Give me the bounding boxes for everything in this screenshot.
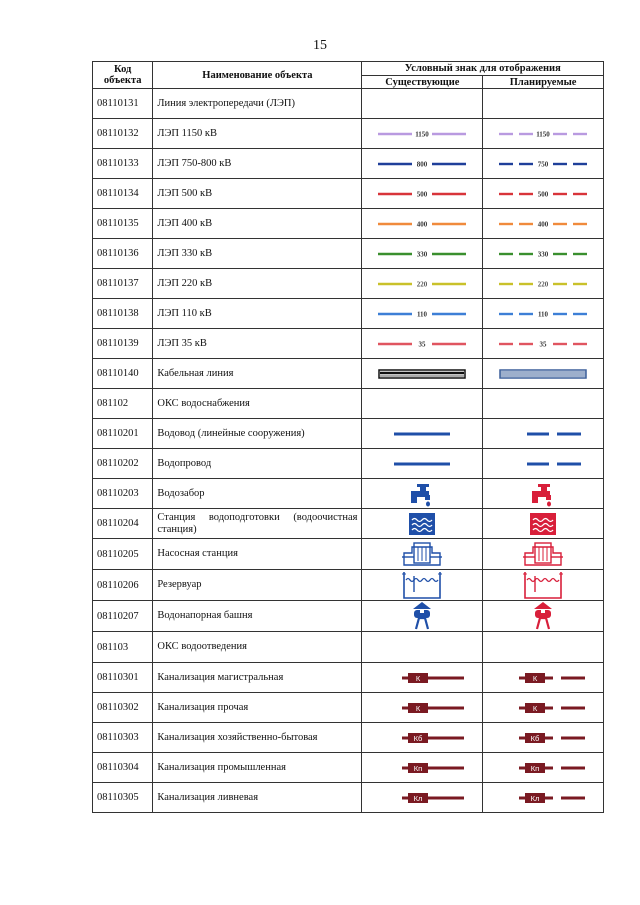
line-voltage-label: 1150 <box>536 130 550 138</box>
sewer-line-icon <box>372 700 472 716</box>
power-line-icon <box>372 335 472 353</box>
line-voltage-label: 110 <box>538 310 549 318</box>
sewer-label: К <box>532 673 538 683</box>
symbol-existing <box>362 753 483 783</box>
object-name: Канализация хозяйственно-бытовая <box>153 723 362 753</box>
symbol-existing <box>362 601 483 632</box>
page-number: 15 <box>313 38 327 53</box>
header-code: Код объекта <box>93 62 153 89</box>
line-voltage-label: 110 <box>417 310 428 318</box>
symbol-existing <box>362 179 483 209</box>
line-voltage-label: 500 <box>417 190 428 198</box>
object-code: 08110302 <box>93 693 153 723</box>
symbol-existing <box>362 632 483 663</box>
symbol-existing <box>362 359 483 389</box>
pump-station-icon <box>400 541 444 567</box>
object-code: 08110207 <box>93 601 153 632</box>
symbol-existing <box>362 479 483 509</box>
symbol-existing <box>362 209 483 239</box>
object-name: ОКС водоотведения <box>153 632 362 663</box>
sewer-line-icon <box>493 790 593 806</box>
object-code: 08110135 <box>93 209 153 239</box>
water-pipe-icon <box>372 425 472 443</box>
line-voltage-label: 220 <box>537 280 549 288</box>
symbol-existing <box>362 329 483 359</box>
object-code: 08110206 <box>93 570 153 601</box>
object-code: 08110305 <box>93 783 153 813</box>
object-code: 08110205 <box>93 539 153 570</box>
table-row <box>93 329 604 359</box>
table-row <box>93 419 604 449</box>
symbol-planned <box>483 632 604 663</box>
line-voltage-label: 800 <box>417 160 428 168</box>
sewer-line-icon <box>493 730 593 746</box>
object-name: ЛЭП 110 кВ <box>153 299 362 329</box>
symbol-planned <box>483 570 604 601</box>
object-name: ЛЭП 1150 кВ <box>153 119 362 149</box>
sewer-label: Кп <box>414 763 423 773</box>
symbol-planned <box>483 239 604 269</box>
object-name: Кабельная линия <box>153 359 362 389</box>
table-row <box>93 239 604 269</box>
power-line-icon <box>493 155 593 173</box>
object-code: 081102 <box>93 389 153 419</box>
table-row <box>93 209 604 239</box>
object-code: 081103 <box>93 632 153 663</box>
water-pipe-icon <box>493 425 593 443</box>
water-pipe-icon <box>493 455 593 473</box>
symbol-planned <box>483 449 604 479</box>
line-voltage-label: 400 <box>537 220 549 228</box>
line-voltage-label: 500 <box>537 190 549 198</box>
object-name: Линия электропередачи (ЛЭП) <box>153 89 362 119</box>
object-name: Резервуар <box>153 570 362 601</box>
water-treatment-icon <box>528 511 558 537</box>
object-name: ЛЭП 220 кВ <box>153 269 362 299</box>
symbol-planned <box>483 783 604 813</box>
symbol-planned <box>483 723 604 753</box>
power-line-icon <box>372 305 472 323</box>
water-tap-icon <box>528 481 558 507</box>
header-symbol-group: Условный знак для отображения <box>362 62 604 76</box>
header-name: Наименование объекта <box>153 62 362 89</box>
table-row <box>93 539 604 570</box>
symbol-planned <box>483 179 604 209</box>
table-row <box>93 723 604 753</box>
object-name: ЛЭП 400 кВ <box>153 209 362 239</box>
table-row <box>93 359 604 389</box>
symbol-existing <box>362 239 483 269</box>
symbol-planned <box>483 209 604 239</box>
table-row <box>93 299 604 329</box>
sewer-label: Кл <box>530 793 540 803</box>
sewer-label: К <box>416 703 421 713</box>
line-voltage-label: 400 <box>417 220 428 228</box>
table-row <box>93 632 604 663</box>
sewer-label: Кб <box>530 733 540 743</box>
power-line-icon <box>372 125 472 143</box>
object-code: 08110137 <box>93 269 153 299</box>
symbol-existing <box>362 419 483 449</box>
water-tower-icon <box>407 601 437 631</box>
symbol-existing <box>362 783 483 813</box>
table-row <box>93 449 604 479</box>
table-row <box>93 179 604 209</box>
water-pipe-icon <box>372 455 472 473</box>
symbol-planned <box>483 299 604 329</box>
table-row <box>93 693 604 723</box>
symbol-planned <box>483 419 604 449</box>
symbol-planned <box>483 539 604 570</box>
table-row <box>93 89 604 119</box>
sewer-line-icon <box>372 760 472 776</box>
sewer-label: К <box>532 703 538 713</box>
symbol-existing <box>362 539 483 570</box>
symbol-planned <box>483 359 604 389</box>
line-voltage-label: 330 <box>537 250 549 258</box>
object-code: 08110301 <box>93 663 153 693</box>
symbol-planned <box>483 329 604 359</box>
symbol-existing <box>362 149 483 179</box>
object-code: 08110131 <box>93 89 153 119</box>
symbol-existing <box>362 269 483 299</box>
symbol-planned <box>483 509 604 539</box>
object-code: 08110132 <box>93 119 153 149</box>
line-voltage-label: 35 <box>539 340 547 348</box>
sewer-line-icon <box>493 670 593 686</box>
cable-line-icon <box>372 365 472 383</box>
symbol-planned <box>483 601 604 632</box>
power-line-icon <box>372 215 472 233</box>
symbol-existing <box>362 570 483 601</box>
symbol-existing <box>362 509 483 539</box>
power-line-icon <box>372 185 472 203</box>
object-name: ЛЭП 500 кВ <box>153 179 362 209</box>
symbol-existing <box>362 693 483 723</box>
table-row <box>93 149 604 179</box>
object-code: 08110133 <box>93 149 153 179</box>
object-name: Канализация промышленная <box>153 753 362 783</box>
object-name: ЛЭП 750-800 кВ <box>153 149 362 179</box>
object-name: Водопровод <box>153 449 362 479</box>
water-tap-icon <box>407 481 437 507</box>
symbol-planned <box>483 89 604 119</box>
symbol-planned <box>483 149 604 179</box>
table-row <box>93 753 604 783</box>
water-tower-icon <box>528 601 558 631</box>
line-voltage-label: 1150 <box>415 130 430 138</box>
sewer-line-icon <box>372 790 472 806</box>
object-name: Водозабор <box>153 479 362 509</box>
power-line-icon <box>493 215 593 233</box>
pump-station-icon <box>521 541 565 567</box>
object-code: 08110139 <box>93 329 153 359</box>
object-code: 08110203 <box>93 479 153 509</box>
symbol-existing <box>362 119 483 149</box>
line-voltage-label: 330 <box>417 250 428 258</box>
symbol-planned <box>483 663 604 693</box>
symbol-existing <box>362 89 483 119</box>
power-line-icon <box>372 155 472 173</box>
object-code: 08110201 <box>93 419 153 449</box>
sewer-line-icon <box>372 670 472 686</box>
object-code: 08110136 <box>93 239 153 269</box>
line-voltage-label: 750 <box>537 160 549 168</box>
water-treatment-icon <box>407 511 437 537</box>
power-line-icon <box>493 245 593 263</box>
line-voltage-label: 220 <box>417 280 428 288</box>
power-line-icon <box>493 125 593 143</box>
object-code: 08110303 <box>93 723 153 753</box>
table-row <box>93 601 604 632</box>
symbol-planned <box>483 693 604 723</box>
symbol-existing <box>362 723 483 753</box>
reservoir-icon <box>521 570 565 600</box>
power-line-icon <box>372 245 472 263</box>
symbol-existing <box>362 389 483 419</box>
legend-table <box>92 61 604 813</box>
table-row <box>93 783 604 813</box>
sewer-line-icon <box>493 760 593 776</box>
object-code: 08110304 <box>93 753 153 783</box>
object-name: ЛЭП 330 кВ <box>153 239 362 269</box>
line-voltage-label: 35 <box>418 340 426 348</box>
object-code: 08110138 <box>93 299 153 329</box>
power-line-icon <box>372 275 472 293</box>
table-row <box>93 509 604 539</box>
table-row <box>93 479 604 509</box>
object-name: Водовод (линейные сооружения) <box>153 419 362 449</box>
object-name: Канализация магистральная <box>153 663 362 693</box>
object-name: Станция водоподготовки (водоочистная станция) <box>153 509 362 539</box>
symbol-planned <box>483 753 604 783</box>
sewer-line-icon <box>372 730 472 746</box>
power-line-icon <box>493 275 593 293</box>
symbol-planned <box>483 269 604 299</box>
power-line-icon <box>493 185 593 203</box>
object-name: Канализация ливневая <box>153 783 362 813</box>
symbol-planned <box>483 389 604 419</box>
object-code: 08110134 <box>93 179 153 209</box>
sewer-line-icon <box>493 700 593 716</box>
symbol-existing <box>362 449 483 479</box>
sewer-label: К <box>416 673 421 683</box>
object-name: Канализация прочая <box>153 693 362 723</box>
object-name: ОКС водоснабжения <box>153 389 362 419</box>
sewer-label: Кб <box>414 733 423 743</box>
object-name: ЛЭП 35 кВ <box>153 329 362 359</box>
header-existing: Существующие <box>362 76 483 89</box>
table-row <box>93 663 604 693</box>
symbol-planned <box>483 119 604 149</box>
object-code: 08110140 <box>93 359 153 389</box>
symbol-planned <box>483 479 604 509</box>
object-name: Насосная станция <box>153 539 362 570</box>
table-row <box>93 119 604 149</box>
symbol-existing <box>362 663 483 693</box>
object-code: 08110204 <box>93 509 153 539</box>
reservoir-icon <box>400 570 444 600</box>
sewer-label: Кл <box>413 793 423 803</box>
table-row <box>93 389 604 419</box>
table-row <box>93 570 604 601</box>
power-line-icon <box>493 335 593 353</box>
power-line-icon <box>493 305 593 323</box>
header-planned: Планируемые <box>483 76 604 89</box>
object-code: 08110202 <box>93 449 153 479</box>
cable-line-icon <box>493 365 593 383</box>
object-name: Водонапорная башня <box>153 601 362 632</box>
table-row <box>93 269 604 299</box>
symbol-existing <box>362 299 483 329</box>
sewer-label: Кп <box>530 763 540 773</box>
